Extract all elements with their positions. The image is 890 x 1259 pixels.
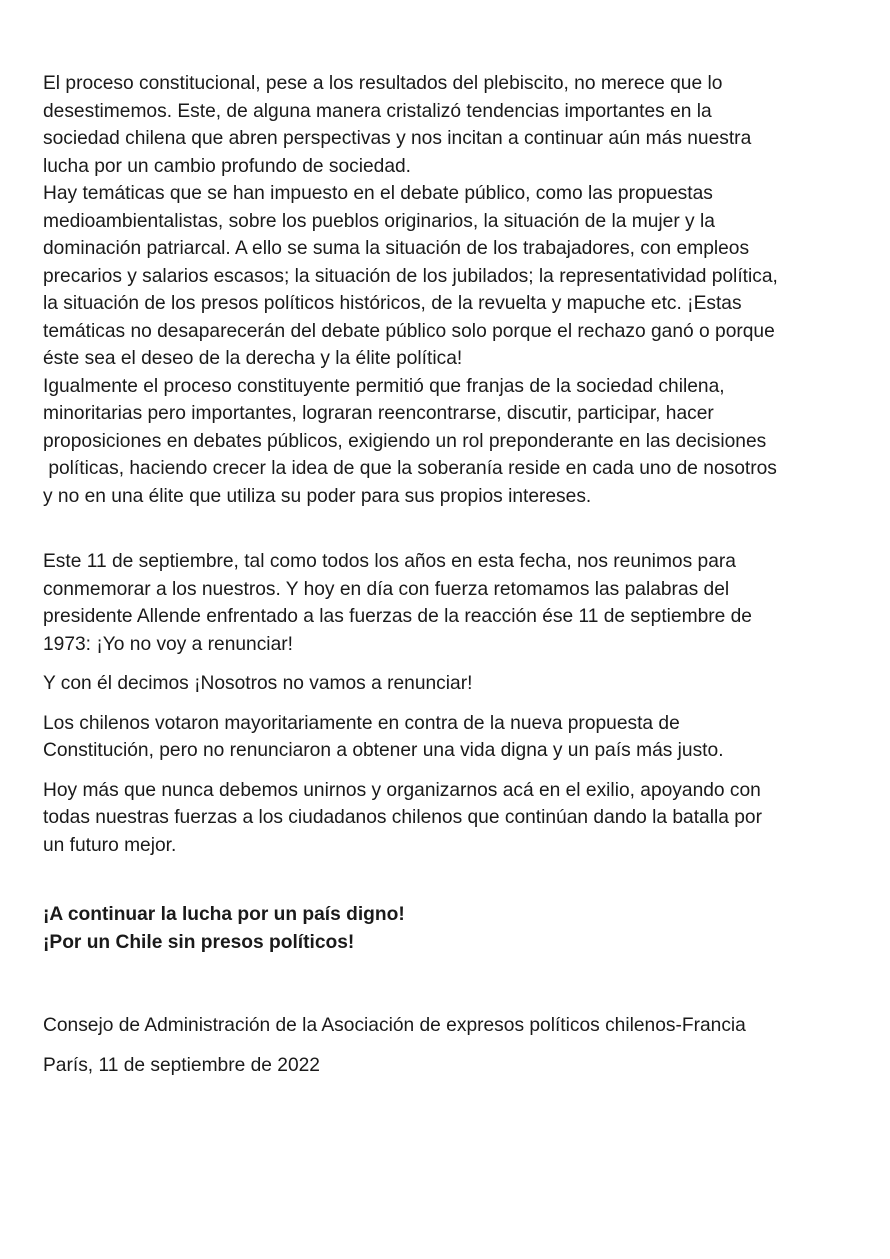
text-line: proposiciones en debates públicos, exigiendo un rol preponderante en las decisiones bbox=[43, 430, 767, 452]
text-line: éste sea el deseo de la derecha y la élite política! bbox=[43, 348, 463, 369]
paragraph-constitutional-process bbox=[43, 70, 863, 510]
spacer bbox=[43, 956, 863, 1012]
text-line: la situación de los presos políticos históricos, de la revuelta y mapuche etc. ¡Estas bbox=[43, 293, 742, 314]
text-line: lucha por un cambio profundo de sociedad. bbox=[43, 155, 412, 177]
text-line: sociedad chilena que abren perspectivas y nos incitan a continuar aún más nuestra bbox=[43, 128, 752, 149]
text-line: 1973: ¡Yo no voy a renunciar! bbox=[43, 633, 293, 655]
document-page bbox=[43, 70, 863, 1079]
text-line: Este 11 de septiembre, tal como todos los años en esta fecha, nos reunimos para bbox=[43, 551, 736, 572]
text-line: El proceso constitucional, pese a los resultados del plebiscito, no merece que lo bbox=[43, 73, 723, 94]
slogan-line: ¡Por un Chile sin presos políticos! bbox=[43, 931, 355, 953]
text-line: Hoy más que nunca debemos unirnos y organizarnos acá en el exilio, apoyando con bbox=[43, 779, 761, 801]
spacer bbox=[43, 1040, 863, 1052]
spacer bbox=[43, 510, 863, 548]
spacer bbox=[43, 859, 863, 901]
spacer bbox=[43, 658, 863, 670]
text-line: presidente Allende enfrentado a las fuerzas de la reacción ése 11 de septiembre de bbox=[43, 606, 752, 627]
text-line: Hay temáticas que se han impuesto en el debate público, como las propuestas bbox=[43, 183, 713, 204]
spacer bbox=[43, 765, 863, 777]
paragraph-no-renunciar bbox=[43, 670, 863, 698]
paragraph-september-11 bbox=[43, 548, 863, 658]
paragraph-exile bbox=[43, 777, 863, 860]
text-line: todas nuestras fuerzas a los ciudadanos chilenos que continúan dando la batalla por bbox=[43, 807, 762, 828]
text-line: un futuro mejor. bbox=[43, 834, 177, 856]
paragraph-vote bbox=[43, 710, 863, 765]
slogan-line: ¡A continuar la lucha por un país digno! bbox=[43, 904, 405, 925]
text-line: Igualmente el proceso constituyente permitió que franjas de la sociedad chilena, bbox=[43, 375, 725, 397]
text-line: políticas, haciendo crecer la idea de que la soberanía reside en cada uno de nosotros bbox=[43, 458, 777, 479]
text-line: dominación patriarcal. A ello se suma la situación de los trabajadores, con empleos bbox=[43, 238, 750, 259]
text-line: temáticas no desaparecerán del debate público solo porque el rechazo ganó o porque bbox=[43, 320, 775, 342]
text-line: minoritarias pero importantes, lograran reencontrarse, discutir, participar, hacer bbox=[43, 403, 714, 424]
text-line: Constitución, pero no renunciaron a obtener una vida digna y un país más justo. bbox=[43, 740, 724, 761]
text-line: medioambientalistas, sobre los pueblos originarios, la situación de la mujer y la bbox=[43, 210, 715, 232]
signature-line: Consejo de Administración de la Asociación de expresos políticos chilenos-Francia bbox=[43, 1015, 746, 1036]
text-line: Los chilenos votaron mayoritariamente en contra de la nueva propuesta de bbox=[43, 712, 680, 734]
text-line: precarios y salarios escasos; la situación de los jubilados; la representatividad política, bbox=[43, 265, 778, 287]
spacer bbox=[43, 698, 863, 710]
slogans bbox=[43, 901, 863, 956]
text-line: desestimemos. Este, de alguna manera cristalizó tendencias importantes en la bbox=[43, 100, 712, 122]
text-line: conmemorar a los nuestros. Y hoy en día con fuerza retomamos las palabras del bbox=[43, 578, 730, 600]
text-line: Y con él decimos ¡Nosotros no vamos a renunciar! bbox=[43, 673, 473, 694]
place-date bbox=[43, 1052, 863, 1080]
signature bbox=[43, 1012, 863, 1040]
place-date-line: París, 11 de septiembre de 2022 bbox=[43, 1054, 320, 1076]
text-line: y no en una élite que utiliza su poder para sus propios intereses. bbox=[43, 485, 592, 507]
